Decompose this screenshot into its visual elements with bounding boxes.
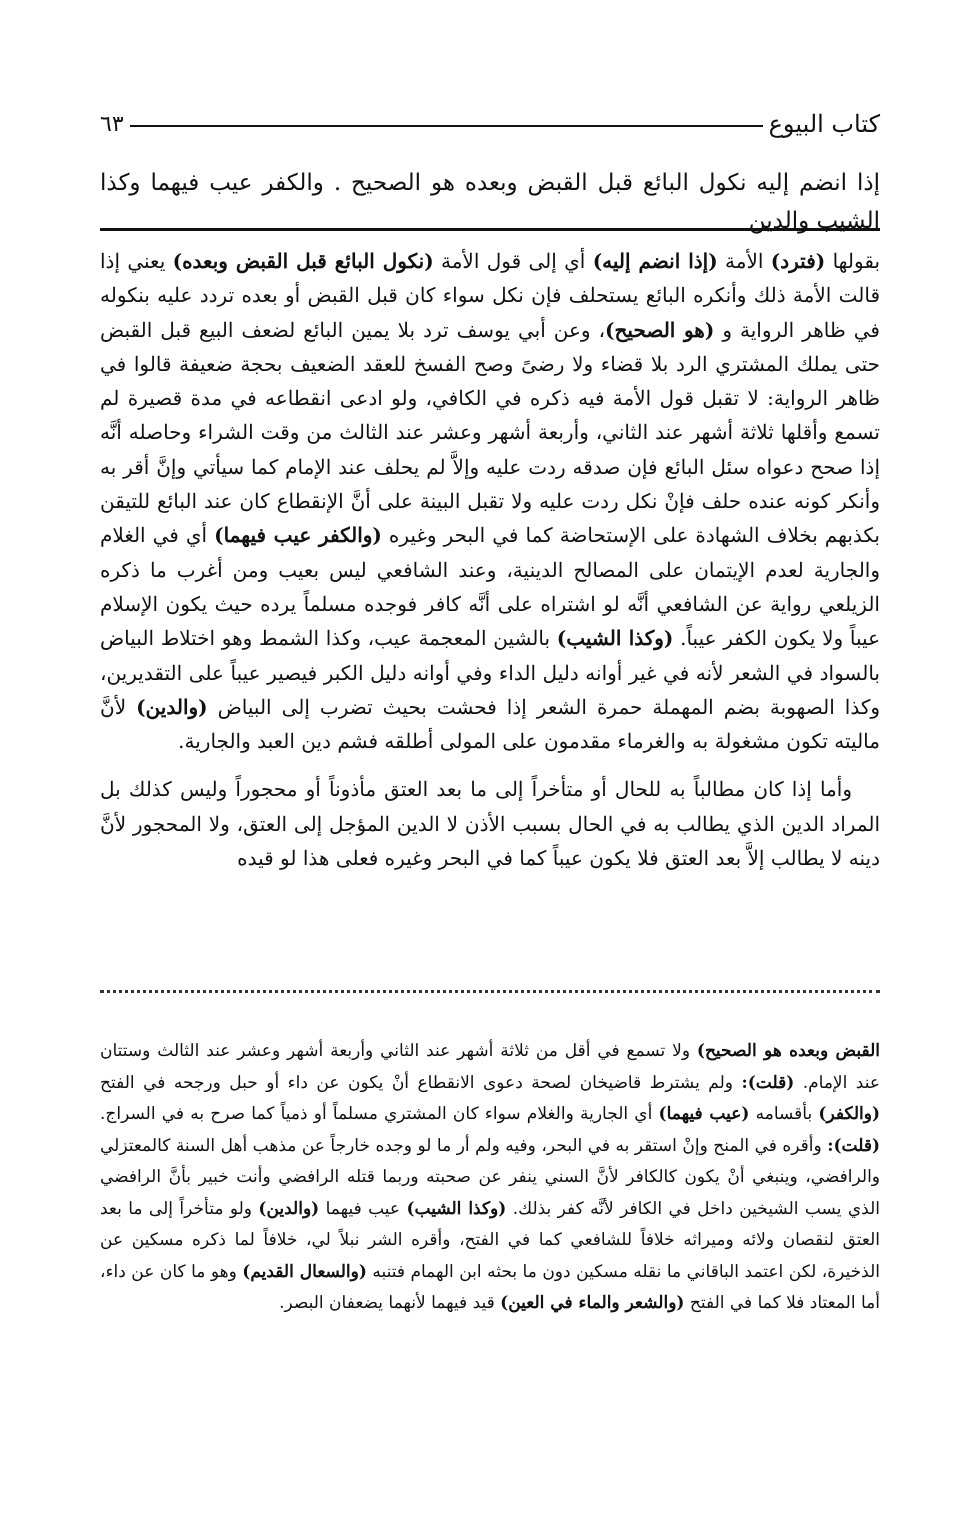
bold-quote: (والدين) [258, 1198, 320, 1219]
bold-quote: (فترد) [770, 249, 826, 273]
text-run: ولم يشترط قاضيخان لصحة دعوى الانقطاع أنْ يكون عن داء أو حبل ورجحه في الفتح [100, 1072, 742, 1093]
bold-quote: (وكذا الشيب) [406, 1198, 507, 1219]
bold-quote: (إذا انضم إليه) [592, 249, 718, 273]
bold-quote: (قلت): [741, 1072, 795, 1093]
commentary-paragraph-2: وأما إذا كان مطالباً به للحال أو متأخراً إلى ما بعد العتق مأذوناً أو محجوراً وليس كذلك بل المراد الدين الذي يطالب به في الحال بسبب الأذن لا الدين المؤجل إلى العتق، ولا المحجور لأنَّ دينه لا يطالب إلاَّ بعد العتق فلا يكون عيباً كما في البحر وغيره فعلى هذا لو قيده [100, 777, 880, 871]
commentary-paragraph-1 [100, 244, 880, 758]
text-run: يعني إذا قالت الأمة ذلك وأنكره البائع يستحلف فإن نكل سواء كان قبل القبض أو بعده تردد عليه بنكوله في ظاهر الرواية و [100, 249, 880, 342]
text-run: أي إلى قول الأمة [433, 249, 593, 273]
bold-quote: (قلت): [827, 1135, 880, 1156]
bold-quote: (والدين) [136, 694, 208, 719]
footnote-paragraph [100, 1036, 880, 1320]
bold-quote: (هو الصحيح) [605, 317, 715, 342]
text-run: وهو ما كان عن داء، أما المعتاد فلا كما في الفتح [100, 1261, 880, 1313]
dotted-separator [100, 990, 880, 997]
bold-quote: (وكذا الشيب) [556, 626, 674, 651]
text-run: أي الجارية والغلام سواء كان المشتري مسلماً أو ذمياً كما صرح به في السراج. [100, 1104, 659, 1124]
text-run: بأقسامه [749, 1104, 819, 1124]
header-title: كتاب البيوع [768, 110, 880, 138]
text-run: لأنَّ ماليته تكون مشغولة به والغرماء مقدمون على المولى أطلقه فشم دين العبد والجارية. [100, 694, 880, 754]
commentary-section [100, 244, 880, 875]
text-run: بالشين المعجمة عيب، وكذا الشمط وهو اختلاط البياض بالسواد في الشعر لأنه في غير أوانه دليل الداء وفي أوانه دليل الكبر فيصير عيباً على التقديرين، وكذا الصهوبة بضم المهملة حمرة الشعر إذا فحشت بحيث تضرب إلى البياض [100, 626, 880, 719]
bold-quote: (نكول البائع قبل القبض وبعده) [172, 249, 434, 273]
bold-quote: (عيب فيهما) [658, 1104, 750, 1124]
text-run: ، وعن أبي يوسف ترد بلا يمين البائع لضعف البيع قبل القبض حتى يملك المشتري الرد بلا قضاء ولا رضىً وصح الفسخ للعقد الضعيف بحجة ضعيفة قالوا في ظاهر الرواية: لا تقبل قول الأمة فيه ذكره في الكافي، ولو ادعى انقطاعه في مدة قصيرة لم تسمع وأقلها ثلاثة أشهر عند الثاني، وأربعة أشهر وعشر عند الثالث من وقت الشراء وحاصله أنَّه إذا صحح دعواه سئل البائع فإن صدقه ردت عليه وإلاَّ لم يحلف عند الإمام كما سيأتي وإنَّ أقر به وأنكر كونه عنده حلف فإنْ نكل ردت عليه ولا تقبل البينة على أنَّ الإنقطاع كان عند البائع للتيقن بكذبهم بخلاف الشهادة على الإستحاضة كما في البحر وغيره [100, 317, 880, 548]
page-number: ٦٣ [100, 111, 124, 137]
text-run: بقولها [825, 249, 881, 273]
text-run: قيد فيهما لأنهما يضعفان البصر. [279, 1293, 501, 1313]
text-run: ولا تسمع في أقل من ثلاثة أشهر عند الثاني وأربعة أشهر وعشر عند الثالث وستتان عند الإمام. [100, 1041, 881, 1093]
bold-quote: القبض وبعده هو الصحيح) [696, 1041, 880, 1061]
text-run: أي في الغلام والجارية لعدم الإيتمان على المصالح الدينية، وعند الشافعي ليس بعيب ومن أغرب ما ذكره الزيلعي رواية عن الشافعي أنَّه لو اشتراه على أنَّه كافر فوجده مسلماً يرده حيث يكون الإسلام عيباً ولا يكون الكفر عيباً. [100, 523, 880, 651]
text-run: وأقره في المنح وإنْ استقر به في البحر، وفيه ولم أر ما لو وجده خارجاً عن مذهب أهل السنة كالمعتزلي والرافضي، وينبغي أنْ يكون كالكافر لأنَّ السني ينفر عن صحبته وربما قتله الرافضي وأنت خبير بأنَّ الرافضي الذي يسب الشيخين داخل في الكافر لأنَّه كفر بذلك. [100, 1135, 880, 1219]
page-header [100, 104, 880, 144]
text-run: ولو متأخراً إلى ما بعد العتق لنقصان ولائه وميراثه خلافاً للشافعي كما في الفتح، وأقره الشر نبلاً لي، خلافاً لما ذكره مسكين عن الذخيرة، لكن اعتمد الباقاني ما نقله مسكين دون ما بحثه ابن الهمام فتنبه [100, 1198, 880, 1282]
matn-text: إذا انضم إليه نكول البائع قبل القبض وبعده هو الصحيح . والكفر عيب فيهما وكذا الشيب والدين [100, 170, 880, 234]
header-rule [130, 125, 763, 127]
footnote-section [100, 1036, 880, 1320]
bold-quote: (والكفر عيب فيهما) [214, 523, 382, 548]
bold-quote: (والشعر والماء في العين) [500, 1293, 685, 1313]
text-run: الأمة [717, 249, 771, 273]
bold-quote: (والسعال القديم) [242, 1261, 367, 1282]
bold-quote: (والكفر) [818, 1104, 880, 1124]
matn-separator [100, 228, 880, 231]
text-run: عيب فيهما [319, 1198, 407, 1219]
